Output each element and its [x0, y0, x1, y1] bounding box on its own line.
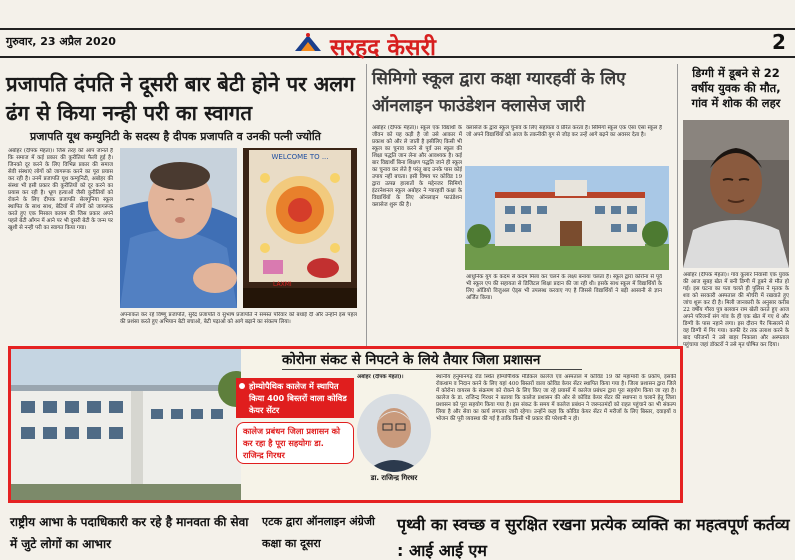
column-divider	[677, 64, 678, 346]
card-name-text: LAXMI	[273, 281, 292, 288]
card-welcome-text: WELCOME TO ...	[271, 153, 329, 161]
newborn-baby-photo	[120, 148, 237, 308]
welcome-card-photo	[243, 148, 357, 308]
boxed-story-headline: कोरोना संकट से निपटने के लिये तैयार जिला प्रशासन	[282, 352, 541, 368]
doctor-portrait-photo	[357, 394, 431, 472]
bottom-right-headline: पृथ्वी का स्वच्छ व सुरक्षित रखना प्रत्येक व्यक्ति का महत्वपूर्ण कर्तव्य : आई आई एम	[397, 515, 790, 560]
homeopathic-college-photo	[11, 349, 241, 500]
left-story-headline: प्रजापति दंपति ने दूसरी बार बेटी होने पर अलग ढंग से किया नन्ही परी का स्वागत	[6, 72, 355, 125]
school-building-photo	[465, 166, 669, 270]
middle-story-body-top: क्लासेज के द्वारा स्कूल चुनाव के लिए सहायता व प्रेरित करता है। सिमिगो स्कूल एक ऐसा ऐसा स्कूल है जो अपने विद्यार्थियों को आज के तकनीकी युग से जोड़ कर उन्हें आगे बढ़ने का अवसर देता है।	[466, 125, 662, 138]
bottom-middle-headline: एटक द्वारा ऑनलाइन अंग्रेजी कक्षा का दूसरा	[262, 515, 375, 550]
newspaper-logo-icon	[293, 31, 323, 53]
right-story-body: अबोहर (दीपक मेहता)। गांव कुलार निवासी एक युवक की आज सुबह खेत में बनी डिग्गी में डूबने से मौत हो गई। इस घटना का पता चलते ही पुलिस ने मृतक के शव को सरकारी अस्पताल की मोर्चरी में रखवाते हुए जांच शुरू कर दी है। मिली जानकारी के अनुसार करीब 22 वर्षीय गौरव पुत्र बलवान राम खेती करते हुए आज अपने परिजनों संग गांव के ही एक खेत में गए थे और डिग्गी के पास नहाने लगा। इस दौरान पैर फिसलने से वह डिग्गी में गिर गया। काफी देर तक तलाश करने के बाद परिजनों ने उसे बाहर निकाला और अस्पताल पहुंचाया जहां डॉक्टरों ने उसे मृत घोषित कर दिया।	[683, 272, 789, 348]
middle-story-body-bottom: आधुनिक युग के कदम से कदम मिला कर चलने के लक्ष्य बनाया चलता है। स्कूल द्वारा कोरोना से पूर्व भी स्कूल एप की सहायता से डिजिटल शिक्षा प्रदान की जा रही थी। इसके साथ स्कूल में विद्यार्थियों के लिए ऑडियो विजुअल ऐड्स भी उपलब्ध करवाए गए है जिससे विद्यार्थियों ने बड़ी आसानी से ज्ञान अर्जित किया।	[466, 274, 662, 301]
column-divider	[366, 64, 367, 346]
highlights-panel	[236, 378, 354, 494]
bottom-left-headline: राष्ट्रीय आभा के पदाधिकारी कर रहे है मानवता की सेवा में जुटे लोगों का आभार	[10, 515, 249, 551]
highlight-bubble: कालेज प्रबंधन जिला प्रशासन को कर रहा है पूरा सहयोगः डा. राजिन्द्र गिरधर	[236, 422, 354, 464]
boxed-headline-underline	[282, 369, 582, 370]
page-number: 2	[772, 30, 786, 54]
middle-story-headline: सिमिगो स्कूल द्वारा कक्षा ग्यारहवीं के लिए ऑनलाइन फाउंडेशन क्लासेज जारी	[372, 69, 626, 116]
right-story-headline: डिग्गी में डूबने से 22 वर्षीय युवक की मौत, गांव में शोक की लहर	[691, 66, 781, 110]
boxed-story-dateline: अबोहर (दीपक मेहता)।	[357, 374, 404, 380]
left-story-subhead: प्रजापति यूथ कम्युनिटी के सदस्य है दीपक प्रजापति व उनकी पत्नी ज्योति	[30, 130, 321, 143]
highlight-item: होम्योपैथिक कालेज में स्थापित किया 400 बिस्तरों वाला कोविड केयर सेंटर	[236, 378, 354, 418]
newspaper-title: सरहद केसरी	[330, 34, 436, 61]
issue-date: गुरुवार, 23 अप्रैल 2020	[6, 35, 116, 48]
boxed-story-body: स्थानीय हनुमानगढ़ रोड स्थित होम्योपैथिक मेडिकल कालेज एवं अस्पताल में कोविड 19 की महामारी के प्रकोप, इसकी रोकथाम व निदान करने के लिए यहां 400 बिस्तरों वाला कोविड केयर सेंटर स्थापित किया गया है। जिला प्रशासन द्वारा जिले में कोरोना वायरस के संक्रमण को रोकने के लिए किए जा रहे प्रयासों में कालेज प्रबंधन द्वारा पूरा सहयोग किया जा रहा है। कालेज के डा. राजिन्द्र गिरधर ने बताया कि कालेज प्रशासन की ओर से कोविड केयर सेंटर की स्थापना व चलाने हेतु जिला प्रशासन को पूरा सहयोग किया गया है। इस संकट के समय में कालेज प्रबंधन ने जरूरतमंदों को राहत पहुंचाने का भी संकल्प लिया है और सेवा का कार्य लगातार जारी रहेगा। उन्होंने कहा कि कोविड केयर सेंटर में मरीजों के लिए बिस्तर, दवाइयों व भोजन की पूरी व्यवस्था की गई है ताकि किसी भी प्रकार की परेशानी न हो।	[436, 374, 676, 422]
left-story-body: अबोहर (दीपक मेहता)। जिस तरह को आप जानते है कि समाज में कई प्रकार की कुरीतियां फैली हुई है। जिनको दूर करने के लिए विभिन्न प्रकार की समाज सेवी संस्थाएं लोगों को जागरूक करने का पूरा प्रयास कर रही है। उनमें प्रजापति यूथ कम्युनिटी, अबोहर की संस्था भी इसी प्रकार की कुरीतियों को दूर करने का प्रयास कर रही है। भ्रूण हत्याओं जैसी कुरीतियों को रोकने के लिए दीपक प्रजापति सेलगुनिया स्कूल स्थापित के साथ साथ, बेटियों में लोगों को जागरूक करते हुए एक मिसाल कायम की जिस प्रकार अपने पहले बेटी आँगन में आने पर भी दूसरी बेटी के जन्म पर खुशी से नन्ही परी का स्वागत किया गया।	[8, 148, 113, 231]
middle-story-body-left: अबोहर (दीपक मेहता)। स्कूल एक विद्यार्थी के जीवन को यह कड़ी है जो उसे आकार में प्रकाश को और ले जाती है इसीलिए किसी भी स्कूल का चुनाव करने से पूर्व उस स्कूल की शिक्षा पद्धति जान लेना और आवश्यक है। कई बार विद्यार्थी बिना शिक्षण पद्धति जाने ही स्कूल का चुनाव कर लेते है परंतु बाद उनके पास कोई उपाय नहीं बचता। इसी विषय पर कोविड 19 द्वारा उत्पन्न हालातों के मद्देनजर सिमिगो इंटरनेशनल स्कूल अबोहर ने ग्यारहवीं कक्षा के विद्यार्थियों के लिए ऑनलाइन फाउंडेशन क्लासेज शुरू की है।	[372, 125, 462, 208]
portrait-caption: डा. राजिन्द्र गिरधर	[370, 474, 418, 482]
young-man-photo	[683, 120, 789, 268]
left-story-body-lower: अपनाकत कर रहे विष्णु प्रजापति, सुरेंद्र प्रजापति व सुभाष प्रजापति ने समस्त परिवार को बधाई दी और उन्होंने इस पहल की प्रशंसा करते हुए अभियान बेटी बचाओ, बेटी पढ़ाओ को आगे बढ़ाने का संकल्प लिया।	[120, 312, 357, 325]
